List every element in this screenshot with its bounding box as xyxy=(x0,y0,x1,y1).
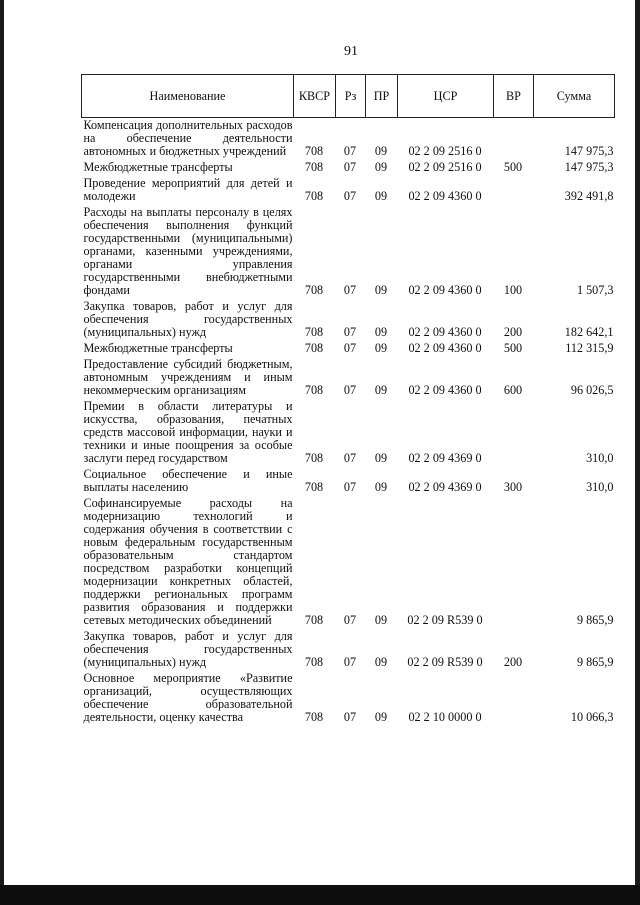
row-vr xyxy=(494,176,534,205)
table-row xyxy=(82,299,615,341)
row-csr: 02 2 09 4360 0 xyxy=(408,325,482,339)
table-row xyxy=(82,629,615,671)
row-csr: 02 2 09 R539 0 xyxy=(407,613,483,627)
table-row xyxy=(82,671,615,726)
row-vr: 500 xyxy=(503,341,523,355)
row-rz: 07 xyxy=(343,325,357,339)
row-name: Закупка товаров, работ и услуг для обеспечения государственных (муниципальных) нужд xyxy=(83,629,293,669)
row-rz: 07 xyxy=(343,480,357,494)
row-rz: 07 xyxy=(343,383,357,397)
row-rz: 07 xyxy=(343,283,357,297)
row-sum: 392 491,8 xyxy=(564,189,614,203)
row-pr: 09 xyxy=(374,160,388,174)
row-sum: 1 507,3 xyxy=(576,283,614,297)
table-row xyxy=(82,399,615,467)
row-vr: 500 xyxy=(503,160,523,174)
row-pr: 09 xyxy=(374,655,388,669)
row-sum: 147 975,3 xyxy=(564,144,614,158)
row-sum: 147 975,3 xyxy=(564,160,614,174)
row-name: Проведение мероприятий для детей и молодежи xyxy=(83,176,293,203)
row-csr: 02 2 09 4360 0 xyxy=(408,283,482,297)
row-name: Закупка товаров, работ и услуг для обеспечения государственных (муниципальных) нужд xyxy=(83,299,293,339)
row-pr: 09 xyxy=(374,480,388,494)
row-kvsr: 708 xyxy=(304,325,324,339)
row-sum: 310,0 xyxy=(586,451,614,465)
row-vr: 300 xyxy=(503,480,523,494)
row-kvsr: 708 xyxy=(304,189,324,203)
header-kvsr: КВСР xyxy=(294,75,336,118)
row-kvsr: 708 xyxy=(304,613,324,627)
row-sum: 96 026,5 xyxy=(570,383,614,397)
table-row xyxy=(82,176,615,205)
row-rz: 07 xyxy=(343,160,357,174)
row-rz: 07 xyxy=(343,613,357,627)
row-pr: 09 xyxy=(374,341,388,355)
header-rz: Рз xyxy=(336,75,366,118)
table-row xyxy=(82,160,615,176)
row-pr: 09 xyxy=(374,144,388,158)
table-row xyxy=(82,357,615,399)
row-pr: 09 xyxy=(374,283,388,297)
table-row xyxy=(82,118,615,161)
header-sum: Сумма xyxy=(534,75,615,118)
header-pr: ПР xyxy=(366,75,398,118)
row-vr xyxy=(494,671,534,726)
row-name: Предоставление субсидий бюджетным, автономным учреждениям и иным некоммерческим организациям xyxy=(83,357,293,397)
row-kvsr: 708 xyxy=(304,144,324,158)
row-sum: 112 315,9 xyxy=(565,341,614,355)
row-name: Софинансируемые расходы на модернизацию технологий и содержания обучения в соответствии с новым федеральным государственным образовательным стандартом посредством разработки концепций модернизации конкретных областей, поддержки региональных программ развития образования и поддержки сетевых методических объединений xyxy=(83,496,293,627)
row-vr xyxy=(494,399,534,467)
row-rz: 07 xyxy=(343,341,357,355)
table-header-row xyxy=(82,75,615,118)
row-rz: 07 xyxy=(343,451,357,465)
row-name: Межбюджетные трансферты xyxy=(83,341,233,355)
table-body xyxy=(82,118,615,727)
row-vr: 200 xyxy=(503,325,523,339)
row-kvsr: 708 xyxy=(304,655,324,669)
scan-edge-right xyxy=(635,0,640,905)
table-row xyxy=(82,205,615,299)
row-rz: 07 xyxy=(343,710,357,724)
row-sum: 10 066,3 xyxy=(570,710,614,724)
row-rz: 07 xyxy=(343,189,357,203)
scan-edge-bottom xyxy=(0,885,640,905)
row-csr: 02 2 09 4360 0 xyxy=(408,189,482,203)
row-sum: 9 865,9 xyxy=(576,655,614,669)
row-kvsr: 708 xyxy=(304,160,324,174)
table-row xyxy=(82,496,615,629)
row-pr: 09 xyxy=(374,383,388,397)
row-csr: 02 2 10 0000 0 xyxy=(408,710,482,724)
row-name: Расходы на выплаты персоналу в целях обеспечения выполнения функций государственными (муниципальными) органами, казенными учреждениями, органами управления государственными внебюджетными фондами xyxy=(83,205,293,297)
row-csr: 02 2 09 4360 0 xyxy=(408,341,482,355)
row-csr: 02 2 09 R539 0 xyxy=(407,655,483,669)
table-row xyxy=(82,341,615,357)
row-sum: 182 642,1 xyxy=(564,325,614,339)
table-row xyxy=(82,467,615,496)
scan-edge-left xyxy=(0,0,4,905)
row-name: Межбюджетные трансферты xyxy=(83,160,233,174)
row-pr: 09 xyxy=(374,325,388,339)
row-pr: 09 xyxy=(374,189,388,203)
row-kvsr: 708 xyxy=(304,451,324,465)
row-name: Премии в области литературы и искусства, образования, печатных средств массовой информации, науки и техники и иные поощрения за особые заслуги перед государством xyxy=(83,399,293,465)
page-number: 91 xyxy=(344,44,358,59)
row-vr xyxy=(494,496,534,629)
row-kvsr: 708 xyxy=(304,341,324,355)
row-csr: 02 2 09 4369 0 xyxy=(408,451,482,465)
row-kvsr: 708 xyxy=(304,710,324,724)
row-csr: 02 2 09 4360 0 xyxy=(408,383,482,397)
header-csr: ЦСР xyxy=(398,75,494,118)
header-name: Наименование xyxy=(82,75,294,118)
row-pr: 09 xyxy=(374,710,388,724)
row-pr: 09 xyxy=(374,613,388,627)
row-kvsr: 708 xyxy=(304,383,324,397)
header-vr: ВР xyxy=(494,75,534,118)
row-name: Компенсация дополнительных расходов на обеспечение деятельности автономных и бюджетных учреждений xyxy=(83,118,293,158)
row-name: Основное мероприятие «Развитие организаций, осуществляющих обеспечение образовательной деятельности, оценку качества xyxy=(83,671,293,724)
row-sum: 310,0 xyxy=(586,480,614,494)
row-sum: 9 865,9 xyxy=(576,613,614,627)
row-rz: 07 xyxy=(343,144,357,158)
row-pr: 09 xyxy=(374,451,388,465)
row-rz: 07 xyxy=(343,655,357,669)
budget-table xyxy=(81,74,615,726)
row-name: Социальное обеспечение и иные выплаты населению xyxy=(83,467,293,494)
row-vr xyxy=(494,118,534,161)
row-csr: 02 2 09 2516 0 xyxy=(408,144,482,158)
row-vr: 600 xyxy=(503,383,523,397)
row-csr: 02 2 09 4369 0 xyxy=(408,480,482,494)
row-vr: 200 xyxy=(503,655,523,669)
row-vr: 100 xyxy=(503,283,523,297)
row-csr: 02 2 09 2516 0 xyxy=(408,160,482,174)
row-kvsr: 708 xyxy=(304,480,324,494)
row-kvsr: 708 xyxy=(304,283,324,297)
